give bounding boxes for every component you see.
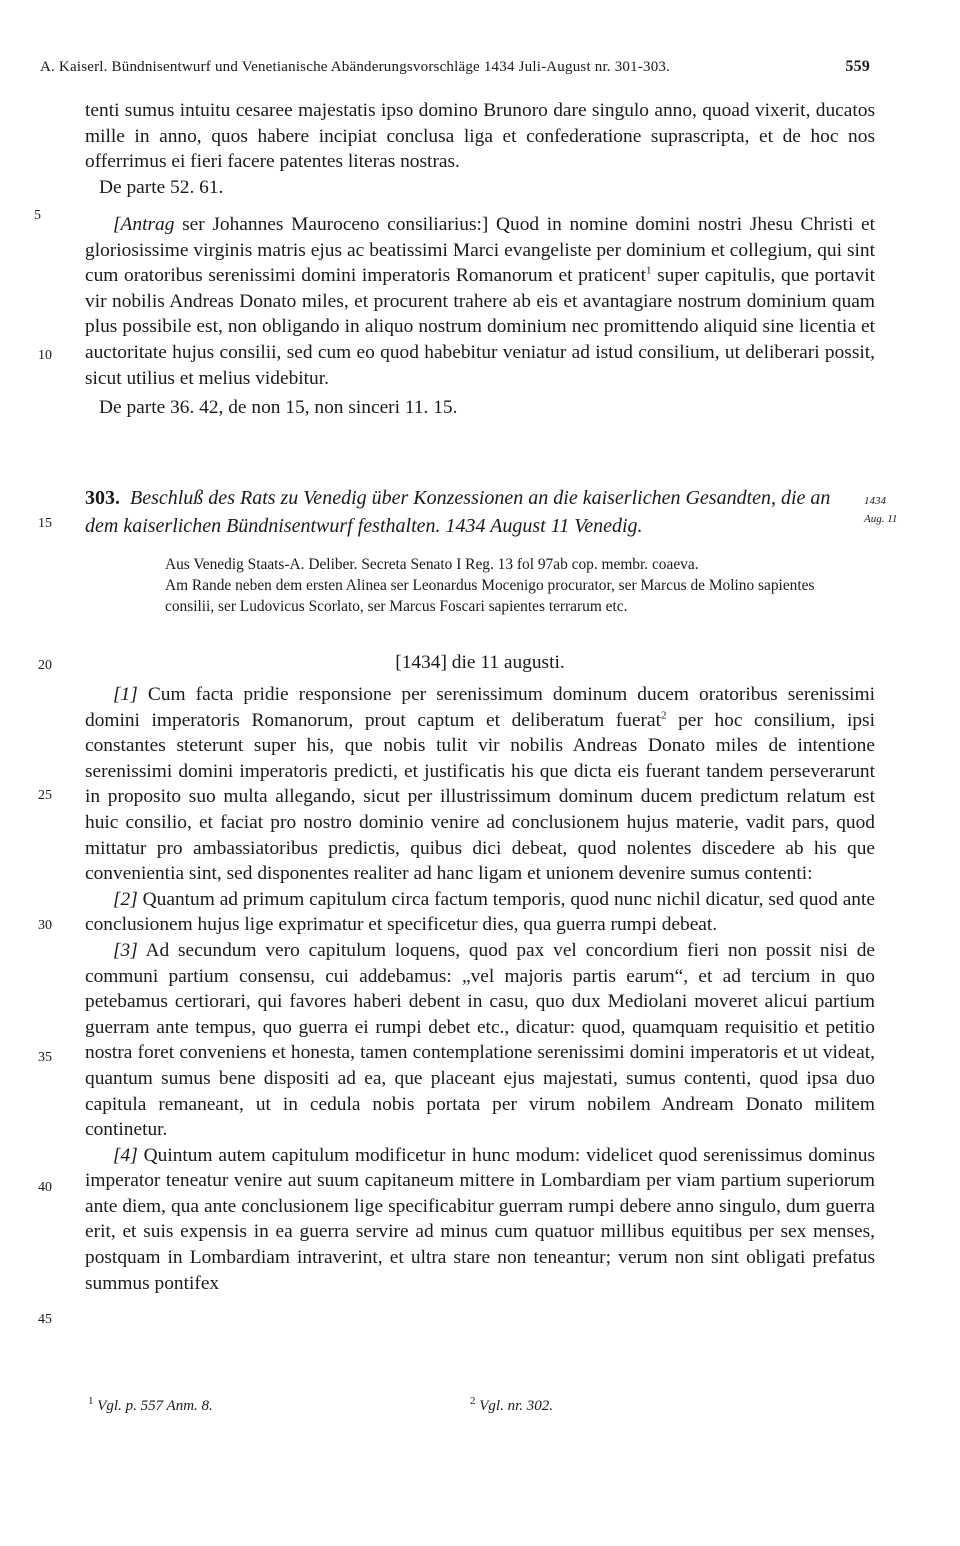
line-number-20: 20 xyxy=(38,658,52,673)
paragraph-3-mark: [3] xyxy=(113,939,138,961)
paragraph-1-mark: [1] xyxy=(113,684,138,705)
paragraph-1 xyxy=(85,682,875,887)
paragraph-4-mark: [4] xyxy=(113,1144,138,1166)
line-number-5: 5 xyxy=(34,208,41,223)
paragraph-2 xyxy=(85,887,875,938)
section-title: Beschluß des Rats zu Venedig über Konzessionen an die kaiserlichen Gesandten, die an dem kaiserlichen Bündnisentwurf festhalten. 1434 August 11 Venedig. xyxy=(85,487,831,537)
section-number: 303. xyxy=(85,487,120,509)
footnote-2 xyxy=(470,1395,554,1415)
antrag-text-2: super capitulis, que portavit vir nobilis Andreas Donato miles, et procurent trahere ab eis et avantagiare nostrum dominium quam plus possibile est, non obligando in aliquo nostrum dominium nec promittendo aliquid sine licentia et auctoritate hujus consilii, sed cum eo quod habebitur veniatur ad istud consilium, ut deliberari possit, sicut utilius et melius videbitur. xyxy=(85,265,875,389)
antrag-text: ser Johannes Mauroceno consiliarius:] Quod in nomine domini nostri Jhesu Christi et gloriosissime virginis matris ejus ac beatissimi Marci evangeliste per dominium et collegium, qui sint cum oratoribus serenissimi domini imperatoris Romanorum et praticent xyxy=(85,214,875,287)
line-number-30: 30 xyxy=(38,918,52,933)
line-number-10: 10 xyxy=(38,348,52,363)
source-note xyxy=(165,554,865,617)
footnote-1 xyxy=(88,1395,213,1415)
footnote-ref-1[interactable]: 1 xyxy=(645,264,652,277)
paragraph-2-text: Quantum ad primum capitulum circa factum temporis, quod nunc nichil dicatur, sed quod ante conclusionem hujus lige exprimatur et specificetur dies, qua guerra rumpi debeat. xyxy=(85,888,875,936)
section-302-continuation xyxy=(85,98,875,200)
line-number-25: 25 xyxy=(38,788,52,803)
antrag-block xyxy=(85,212,875,421)
line-number-15: 15 xyxy=(38,516,52,531)
vote-result-1: De parte 52. 61. xyxy=(99,176,224,198)
source-line-1: Aus Venedig Staats-A. Deliber. Secreta Senato I Reg. 13 fol 97ab cop. membr. coaeva. xyxy=(165,556,699,573)
dateline: [1434] die 11 augusti. xyxy=(395,652,565,673)
vote-result-2: De parte 36. 42, de non 15, non sinceri 11. 15. xyxy=(99,397,458,419)
footnote-2-text: Vgl. nr. 302. xyxy=(479,1398,554,1414)
paragraph-2-mark: [2] xyxy=(113,888,138,910)
page-number: 559 xyxy=(845,58,870,75)
running-title: A. Kaiserl. Bündnisentwurf und Venetianische Abänderungsvorschläge 1434 Juli-August nr. 301-303. xyxy=(40,59,671,75)
running-header xyxy=(40,58,870,76)
line-number-35: 35 xyxy=(38,1050,52,1065)
margin-year: 1434 xyxy=(864,495,886,507)
top-paragraph: tenti sumus intuitu cesaree majestatis ipso domino Brunoro dare singulo anno, quoad vixerit, ducatos mille in anno, quos habere incipiat conclusa liga et confederatione suprascripta, et de hoc nos offerrimus ei fieri facere patentes literas nostras. xyxy=(85,100,875,173)
footnote-1-text: Vgl. p. 557 Anm. 8. xyxy=(97,1398,213,1414)
line-number-45: 45 xyxy=(38,1312,52,1327)
antrag-lead: [Antrag xyxy=(113,214,175,235)
paragraph-4-text: Quintum autem capitulum modificetur in hunc modum: videlicet quod serenissimus dominus imperator teneatur venire aut suum capitaneum mittere in Lombardiam per viam partium superiorum ante diem, qua ante conclusionem lige specificabitur guerram rumpi debere anno singulo, dum guerra erit, et suis expensis in ea guerra servire ad minus cum quatuor millibus equitibus per sex menses, postquam in Lombardiam intraverint, et ultra stare non teneantur; verum non sint obligati prefatus summus pontifex xyxy=(85,1144,875,1294)
paragraph-1-text: Cum facta pridie responsione per serenissimum dominum ducem oratoribus serenissimi domini imperatoris Romanorum, prout captum et deliberatum fuerat xyxy=(85,684,875,731)
footnote-2-number: 2 xyxy=(470,1395,476,1407)
paragraph-3-text: Ad secundum vero capitulum loquens, quod pax vel concordium fieri non possit nisi de communi partium consensu, cui addebamus: „vel majoris partis earum“, et ad tercium in quo petebamus certiorari, qui favores haberi debent in casu, quo dux Mediolani moveret alicui partium guerram ante tempus, quo guerra ei rumpi debet etc., dicatur: quod, quamquam requisitio et petitio nostra foret conveniens et honesta, tamen contemplatione serenissimi domini imperatoris et ut videat, quantum sumus bene dispositi ad ea, que placeant ejus majestati, sumus contenti, quod ipsa duo capitula remaneant, ut in cedula nobis portata per virum nobilem Andream Donato militem continetur. xyxy=(85,939,875,1141)
paragraph-4 xyxy=(85,1143,875,1297)
line-number-40: 40 xyxy=(38,1180,52,1195)
source-line-2: Am Rande neben dem ersten Alinea ser Leonardus Mocenigo procurator, ser Marcus de Molino sapientes consilii, ser Ludovicus Scorlato, ser Marcus Foscari sapientes terrarum etc. xyxy=(165,577,815,615)
footnote-1-number: 1 xyxy=(88,1395,94,1407)
margin-date: Aug. 11 xyxy=(864,513,898,525)
antrag-paragraph xyxy=(85,212,875,391)
section-303-body xyxy=(85,682,875,1296)
margin-date-note xyxy=(864,492,924,528)
section-303-heading xyxy=(85,484,855,540)
paragraph-1-text-2: per hoc consilium, ipsi constantes steterunt super his, que nobis tulit vir nobilis Andreas Donato miles de intentione serenissimi domini imperatoris predicti, et justificatis his que dicta eis fuerant tandem perseverarunt in proposito suo multa allegando, sicut per illustrissimum dominum ducem predictum relatum est huic consilio, et faciat pro nostro dominio venire ad conclusionem hujus materie, vadit pars, quod mittatur pro ambassiatoribus predictis, quibus dici debeat, quod nolentes discedere ab his que convenientia sint, sed disponentes realiter ad hanc ligam et unionem devenire sumus contenti: xyxy=(85,709,875,885)
paragraph-3 xyxy=(85,938,875,1143)
footnote-ref-2[interactable]: 2 xyxy=(661,709,667,722)
